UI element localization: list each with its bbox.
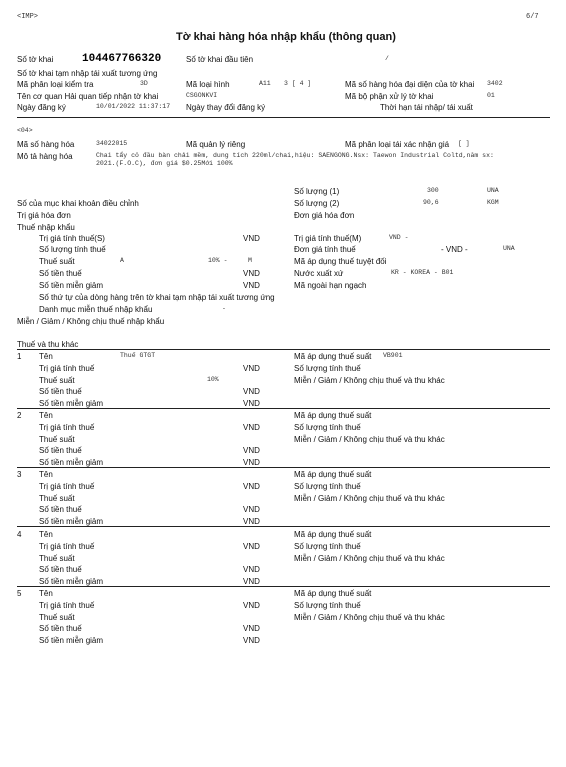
vnd-label: VND: [243, 505, 260, 514]
tax-so-tien-thue-label: Số tiền thuế: [39, 565, 82, 574]
ma-so-hang-hoa-dai-dien-value: 3402: [487, 80, 503, 87]
tax-thue-suat-label: Thuế suất: [39, 376, 75, 385]
vnd-label: VND: [243, 364, 260, 373]
vnd-label: VND: [243, 542, 260, 551]
ma-phan-loai-kiem-tra-value: 3D: [140, 80, 148, 87]
tax-so-tien-mien-giam-label: Số tiền miễn giảm: [39, 399, 104, 408]
tri-gia-tinh-thue-s-label: Trị giá tính thuế(S): [39, 234, 105, 243]
so-to-khai-label: Số tờ khai: [17, 55, 54, 64]
tax-so-tien-thue-label: Số tiền thuế: [39, 387, 82, 396]
item-index: <04>: [17, 127, 33, 134]
so-muc-khai-khoan-label: Số của mục khai khoản điều chỉnh: [17, 199, 139, 208]
vnd-label: VND: [243, 482, 260, 491]
divider: [17, 526, 550, 527]
ma-phan-loai-tai-xac-nhan-value: [ ]: [458, 140, 470, 147]
tax-name-label: Tên: [39, 352, 53, 361]
tax-so-luong-label: Số lượng tính thuế: [294, 542, 361, 551]
nuoc-xuat-xu-value: KR - KOREA - B01: [391, 269, 454, 276]
tax-thue-suat-label: Thuế suất: [39, 554, 75, 563]
vnd-label: VND: [243, 577, 260, 586]
ma-phan-loai-tai-xac-nhan-label: Mã phân loại tái xác nhận giá: [345, 140, 450, 149]
tax-row-number: 3: [17, 470, 22, 479]
divider: [17, 467, 550, 468]
so-luong-1-unit: UNA: [487, 187, 499, 194]
tax-thue-suat-label: Thuế suất: [39, 494, 75, 503]
danh-muc-mien-thue-value: -: [222, 305, 226, 312]
tax-tri-gia-label: Trị giá tính thuế: [39, 423, 95, 432]
tax-name-label: Tên: [39, 530, 53, 539]
tax-name-value: Thuế GTGT: [120, 352, 156, 359]
tax-mien-giam-label: Miễn / Giảm / Không chịu thuế và thu khác: [294, 494, 445, 503]
mien-giam-thue-nk-label: Miễn / Giảm / Không chịu thuế nhập khẩu: [17, 317, 165, 326]
ma-so-hang-hoa-value: 34022015: [96, 140, 128, 147]
thue-suat-value: 10% -: [208, 257, 228, 264]
mo-ta-value: Chai tẩy cỏ đầu bàn chải mềm, dung tích 220ml/chai,hiệu: SAENGONG.Nsx: Taewon Industrial Coltd,năm sx: 2021.(F.O.C), đơn giá $0.25Mới 100%: [96, 152, 494, 168]
thoi-han-tai-nhap-label: Thời hạn tái nhập/ tái xuất: [380, 103, 473, 112]
tax-mien-giam-label: Miễn / Giảm / Không chịu thuế và thu khác: [294, 435, 445, 444]
tax-ma-ap-dung-label: Mã áp dụng thuế suất: [294, 470, 372, 479]
tri-gia-tinh-thue-m-label: Trị giá tính thuế(M): [294, 234, 362, 243]
page-number: 6/7: [526, 13, 539, 21]
tax-so-luong-label: Số lượng tính thuế: [294, 482, 361, 491]
tax-tri-gia-label: Trị giá tính thuế: [39, 601, 95, 610]
ma-ngoai-han-ngach-label: Mã ngoài hạn ngạch: [294, 281, 367, 290]
tax-mien-giam-label: Miễn / Giảm / Không chịu thuế và thu khác: [294, 613, 445, 622]
thue-suat-m: M: [248, 257, 252, 264]
so-luong-2-unit: KGM: [487, 199, 499, 206]
mo-ta-label: Mô tả hàng hóa: [17, 152, 73, 161]
nuoc-xuat-xu-label: Nước xuất xứ: [294, 269, 344, 278]
ten-co-quan-hq-value: CSGONKVI: [186, 92, 218, 99]
tax-mien-giam-label: Miễn / Giảm / Không chịu thuế và thu khác: [294, 376, 445, 385]
tax-so-luong-label: Số lượng tính thuế: [294, 423, 361, 432]
ma-so-hang-hoa-label: Mã số hàng hóa: [17, 140, 75, 149]
tri-gia-hoa-don-label: Trị giá hóa đơn: [17, 211, 71, 220]
vnd-label: VND: [243, 565, 260, 574]
so-to-khai-tam-nhap-label: Số tờ khai tạm nhập tái xuất tương ứng: [17, 69, 158, 78]
vnd-label: VND: [243, 399, 260, 408]
so-luong-tinh-thue-label: Số lượng tính thuế: [39, 245, 106, 254]
vnd-label: VND: [243, 423, 260, 432]
ngay-dang-ky-value: 10/01/2022 11:37:17: [96, 103, 171, 110]
tax-so-tien-mien-giam-label: Số tiền miễn giảm: [39, 458, 104, 467]
tri-gia-tinh-thue-m-value: VND -: [389, 234, 409, 241]
vnd-label: VND: [243, 458, 260, 467]
tax-thue-suat-label: Thuế suất: [39, 613, 75, 622]
don-gia-tinh-thue-value: - VND -: [441, 245, 468, 254]
tax-thue-suat-label: Thuế suất: [39, 435, 75, 444]
page-title: Tờ khai hàng hóa nhập khẩu (thông quan): [176, 31, 396, 43]
ngay-dang-ky-label: Ngày đăng ký: [17, 103, 66, 112]
thue-suat-a: A: [120, 257, 124, 264]
tax-so-tien-mien-giam-label: Số tiền miễn giảm: [39, 517, 104, 526]
tax-so-tien-thue-label: Số tiền thuế: [39, 624, 82, 633]
vnd-label: VND: [243, 517, 260, 526]
ma-bo-phan-xu-ly-value: 01: [487, 92, 495, 99]
don-gia-tinh-thue-unit: UNA: [503, 245, 515, 252]
thue-nk-label: Thuế nhập khẩu: [17, 223, 75, 232]
tax-row-number: 1: [17, 352, 22, 361]
tax-so-tien-mien-giam-label: Số tiền miễn giảm: [39, 577, 104, 586]
tax-tri-gia-label: Trị giá tính thuế: [39, 364, 95, 373]
divider: [17, 408, 550, 409]
vnd-label: VND: [243, 601, 260, 610]
slash-separator: /: [385, 55, 389, 62]
ma-loai-hinh-extra: 3 [ 4 ]: [284, 80, 312, 87]
tax-ma-ap-dung-value: VB901: [383, 352, 403, 359]
tax-ma-ap-dung-label: Mã áp dụng thuế suất: [294, 530, 372, 539]
danh-muc-mien-thue-label: Danh mục miễn thuế nhập khẩu: [39, 305, 153, 314]
so-tien-thue-label: Số tiền thuế: [39, 269, 82, 278]
vnd-label: VND: [243, 234, 260, 243]
so-thu-tu-dong-hang-label: Số thứ tự của dòng hàng trên tờ khai tạm nhập tái xuất tương ứng: [39, 293, 275, 302]
form-code: <IMP>: [17, 13, 39, 21]
tax-name-label: Tên: [39, 589, 53, 598]
so-luong-1-value: 300: [427, 187, 439, 194]
tax-so-luong-label: Số lượng tính thuế: [294, 364, 361, 373]
divider: [17, 586, 550, 587]
tax-name-label: Tên: [39, 470, 53, 479]
don-gia-tinh-thue-label: Đơn giá tính thuế: [294, 245, 356, 254]
thue-suat-label: Thuế suất: [39, 257, 75, 266]
tax-mien-giam-label: Miễn / Giảm / Không chịu thuế và thu khác: [294, 554, 445, 563]
tax-thue-suat-value: 10%: [207, 376, 219, 383]
tax-so-tien-thue-label: Số tiền thuế: [39, 505, 82, 514]
ma-phan-loai-kiem-tra-label: Mã phân loại kiểm tra: [17, 80, 94, 89]
ma-ap-dung-thue-tuyet-doi-label: Mã áp dụng thuế tuyệt đối: [294, 257, 387, 266]
thue-thu-khac-heading: Thuế và thu khác: [17, 340, 79, 349]
so-luong-2-value: 90,6: [423, 199, 439, 206]
so-luong-1-label: Số lượng (1): [294, 187, 340, 196]
tax-tri-gia-label: Trị giá tính thuế: [39, 482, 95, 491]
ngay-thay-doi-label: Ngày thay đổi đăng ký: [186, 103, 266, 112]
so-luong-2-label: Số lượng (2): [294, 199, 340, 208]
vnd-label: VND: [243, 281, 260, 290]
tax-row-number: 2: [17, 411, 22, 420]
tax-row-number: 4: [17, 530, 22, 539]
ma-so-hang-hoa-dai-dien-label: Mã số hàng hóa đại diện của tờ khai: [345, 80, 475, 89]
tax-ma-ap-dung-label: Mã áp dụng thuế suất: [294, 411, 372, 420]
vnd-label: VND: [243, 387, 260, 396]
vnd-label: VND: [243, 269, 260, 278]
ten-co-quan-hq-label: Tên cơ quan Hải quan tiếp nhận tờ khai: [17, 92, 159, 101]
tax-name-label: Tên: [39, 411, 53, 420]
tax-so-luong-label: Số lượng tính thuế: [294, 601, 361, 610]
ma-bo-phan-xu-ly-label: Mã bộ phận xử lý tờ khai: [345, 92, 434, 101]
vnd-label: VND: [243, 636, 260, 645]
tax-row-number: 5: [17, 589, 22, 598]
divider: [17, 349, 550, 350]
ma-loai-hinh-label: Mã loại hình: [186, 80, 230, 89]
don-gia-hoa-don-label: Đơn giá hóa đơn: [294, 211, 355, 220]
vnd-label: VND: [243, 446, 260, 455]
so-tien-mien-giam-label: Số tiền miễn giảm: [39, 281, 104, 290]
so-to-khai-value: 104467766320: [82, 53, 162, 65]
tax-tri-gia-label: Trị giá tính thuế: [39, 542, 95, 551]
tax-ma-ap-dung-label: Mã áp dụng thuế suất: [294, 589, 372, 598]
vnd-label: VND: [243, 624, 260, 633]
tax-ma-ap-dung-label: Mã áp dụng thuế suất: [294, 352, 372, 361]
divider: [17, 117, 550, 118]
so-to-khai-dau-tien-label: Số tờ khai đầu tiên: [186, 55, 254, 64]
ma-loai-hinh-value: A11: [259, 80, 271, 87]
tax-so-tien-mien-giam-label: Số tiền miễn giảm: [39, 636, 104, 645]
tax-so-tien-thue-label: Số tiền thuế: [39, 446, 82, 455]
ma-quan-ly-rieng-label: Mã quản lý riêng: [186, 140, 246, 149]
